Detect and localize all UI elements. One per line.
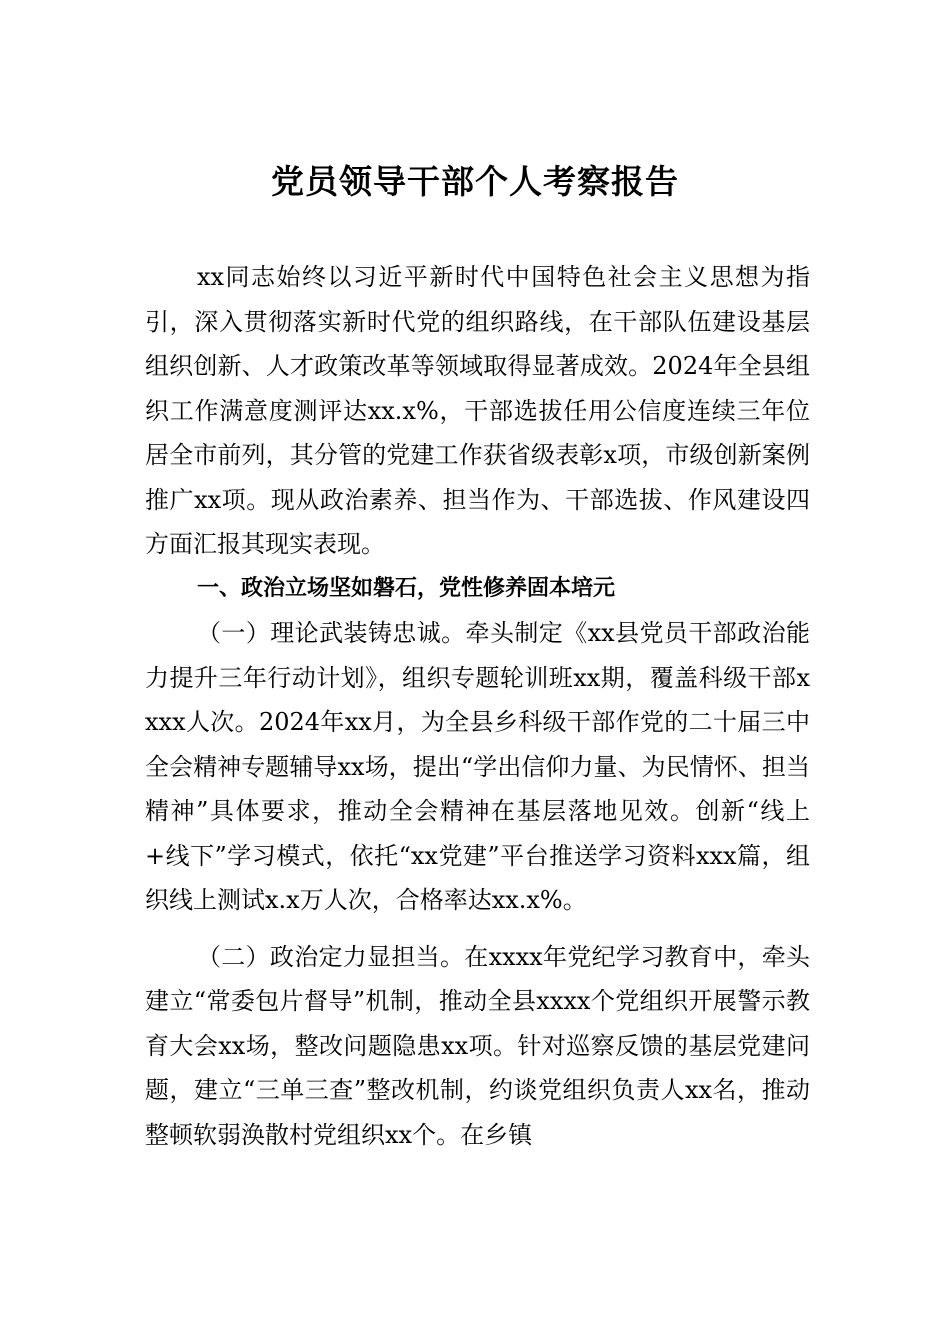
section1-paragraph-1: （一）理论武装铸忠诚。牵头制定《xx县党员干部政治能力提升三年行动计划》，组织专题轮训班xx期，覆盖科级干部xxxx人次。2024年xx月，为全县乡科级干部作党的二十届三中全会精神专题辅导xx场，提出“学出信仰力量、为民情怀、担当精神”具体要求，推动全会精神在基层落地见效。创新“线上+线下”学习模式，依托“xx党建”平台推送学习资料xxx篇，组织线上测试x.x万人次，合格率达xx.x%。 [145,619,810,914]
section1-paragraph-2: （二）政治定力显担当。在xxxx年党纪学习教育中，牵头建立“常委包片督导”机制，推动全县xxxx个党组织开展警示教育大会xx场，整改问题隐患xx项。针对巡察反馈的基层党建问题，建立“三单三查”整改机制，约谈党组织负责人xx名，推动整顿软弱涣散村党组织xx个。在乡镇 [145,942,810,1149]
document-body [145,255,810,1157]
intro-paragraph: xx同志始终以习近平新时代中国特色社会主义思想为指引，深入贯彻落实新时代党的组织路线，在干部队伍建设基层组织创新、人才政策改革等领域取得显著成效。2024年全县组织工作满意度测评达xx.x%，干部选拔任用公信度连续三年位居全市前列，其分管的党建工作获省级表彰x项，市级创新案例推广xx项。现从政治素养、担当作为、干部选拔、作风建设四方面汇报其现实表现。 [145,263,810,558]
section-heading-1: 一、政治立场坚如磐石，党性修养固本培元 [197,575,616,601]
document-title: 党员领导干部个人考察报告 [271,162,679,201]
